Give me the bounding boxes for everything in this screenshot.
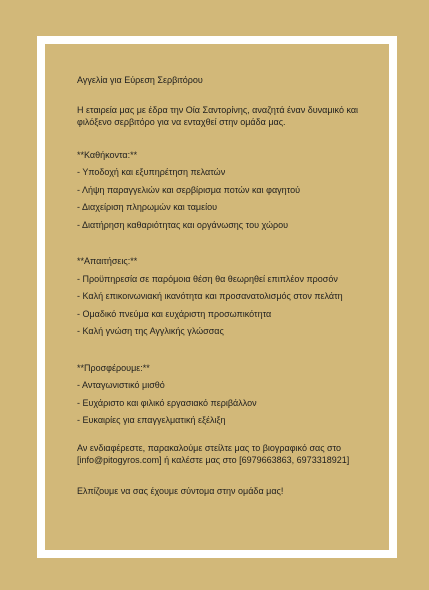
list-item: - Καλή επικοινωνιακή ικανότητα και προσανατολισμός στον πελάτη [77,291,343,301]
section-spacer [77,236,379,255]
list-item: - Ομαδικό πνεύμα και ευχάριστη προσωπικότητα [77,308,272,319]
section-offers [77,362,379,427]
contact-line-1: Αν ενδιαφέρεστε, παρακαλούμε στείλτε μας το βιογραφικό σας στο [77,442,342,453]
document-frame [37,36,397,558]
section-heading: **Καθήκοντα:** [77,149,138,160]
intro-line-1: Η εταιρεία μας με έδρα την Οία Σαντορίνης, αναζητά έναν δυναμικό και [77,104,359,115]
section-spacer [77,343,379,362]
section-duties [77,149,379,232]
list-item: - Υποδοχή και εξυπηρέτηση πελατών [77,167,226,177]
list-item: - Προϋπηρεσία σε παρόμοια θέση θα θεωρηθεί επιπλέον προσόν [77,273,338,284]
list-item: - Καλή γνώση της Αγγλικής γλώσσας [77,326,224,336]
contact-line-2: [info@pitogyros.com] ή καλέστε μας στο [6979663863, 6973318921] [77,455,350,465]
section-requirements [77,255,379,338]
list-item: - Λήψη παραγγελιών και σερβίρισμα ποτών και φαγητού [77,184,301,195]
section-heading: **Απαιτήσεις:** [77,256,138,266]
job-ad-content [77,74,379,497]
list-item: - Ανταγωνιστικό μισθό [77,380,165,390]
section-heading: **Προσφέρουμε:** [77,362,150,373]
list-item: - Ευκαιρίες για επαγγελματική εξέλιξη [77,415,226,425]
list-item: - Διαχείριση πληρωμών και ταμείου [77,202,218,212]
intro-line-2: φιλόξενο σερβιτόρο για να ενταχθεί στην ομάδα μας. [77,117,286,127]
ad-title: Αγγελία για Εύρεση Σερβιτόρου [77,75,203,85]
list-item: - Διατήρηση καθαριότητας και οργάνωσης του χώρου [77,219,289,230]
list-item: - Ευχάριστο και φιλικό εργασιακό περιβάλλον [77,397,257,408]
closing-line: Ελπίζουμε να σας έχουμε σύντομα στην ομάδα μας! [77,485,284,496]
